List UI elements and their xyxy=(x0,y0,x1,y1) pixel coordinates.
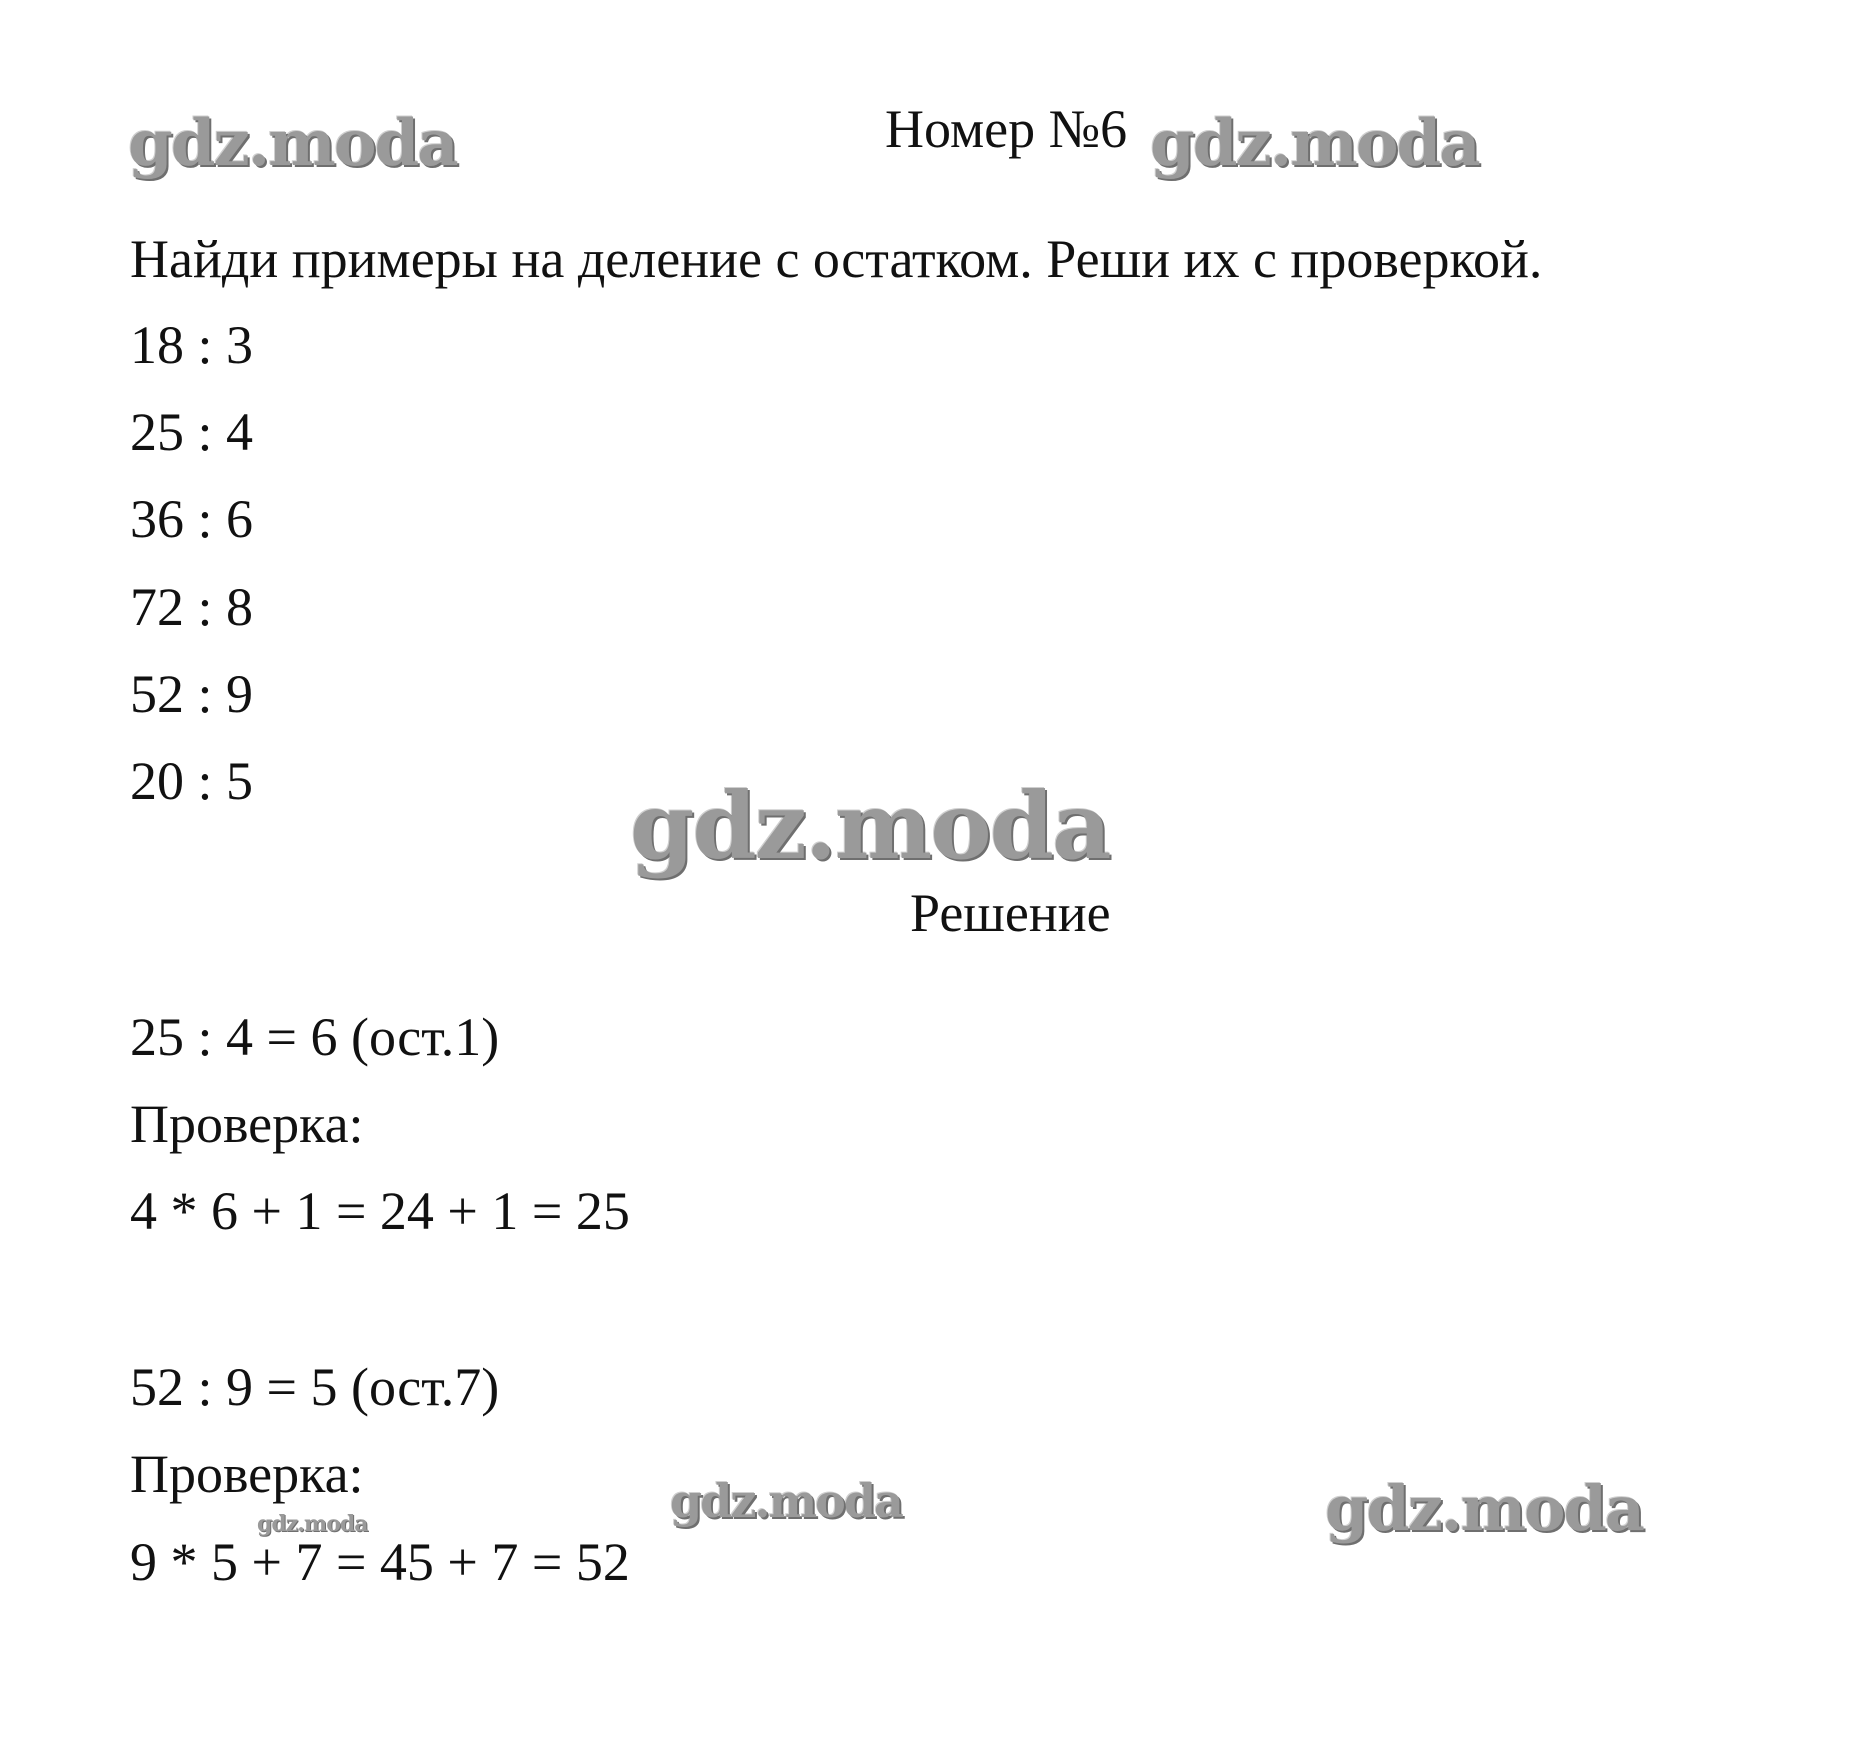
solution-expression: 52 : 9 = 5 (ост.7) xyxy=(130,1357,500,1417)
solution-heading: Решение xyxy=(910,883,1111,943)
example-line: 20 : 5 xyxy=(130,751,254,811)
watermark-logo: gdz.moda xyxy=(257,1511,368,1537)
example-line: 18 : 3 xyxy=(130,315,254,375)
watermark-logo: gdz.moda xyxy=(630,772,1110,880)
problem-title: Номер №6 xyxy=(885,99,1128,159)
check-line: 4 * 6 + 1 = 24 + 1 = 25 xyxy=(130,1181,630,1241)
watermark-logo: gdz.moda xyxy=(128,106,457,181)
solution-expression: 25 : 4 = 6 (ост.1) xyxy=(130,1007,500,1067)
check-line: 9 * 5 + 7 = 45 + 7 = 52 xyxy=(130,1532,630,1592)
check-label: Проверка: xyxy=(130,1094,364,1154)
check-label: Проверка: xyxy=(130,1444,364,1504)
example-line: 36 : 6 xyxy=(130,489,254,549)
watermark-logo: gdz.moda xyxy=(1325,1472,1643,1545)
example-line: 72 : 8 xyxy=(130,577,254,637)
watermark-logo: gdz.moda xyxy=(670,1474,902,1528)
task-text: Найди примеры на деление с остатком. Реши их с проверкой. xyxy=(130,229,1543,289)
example-line: 52 : 9 xyxy=(130,664,254,724)
example-line: 25 : 4 xyxy=(130,402,254,462)
watermark-logo: gdz.moda xyxy=(1150,106,1479,181)
